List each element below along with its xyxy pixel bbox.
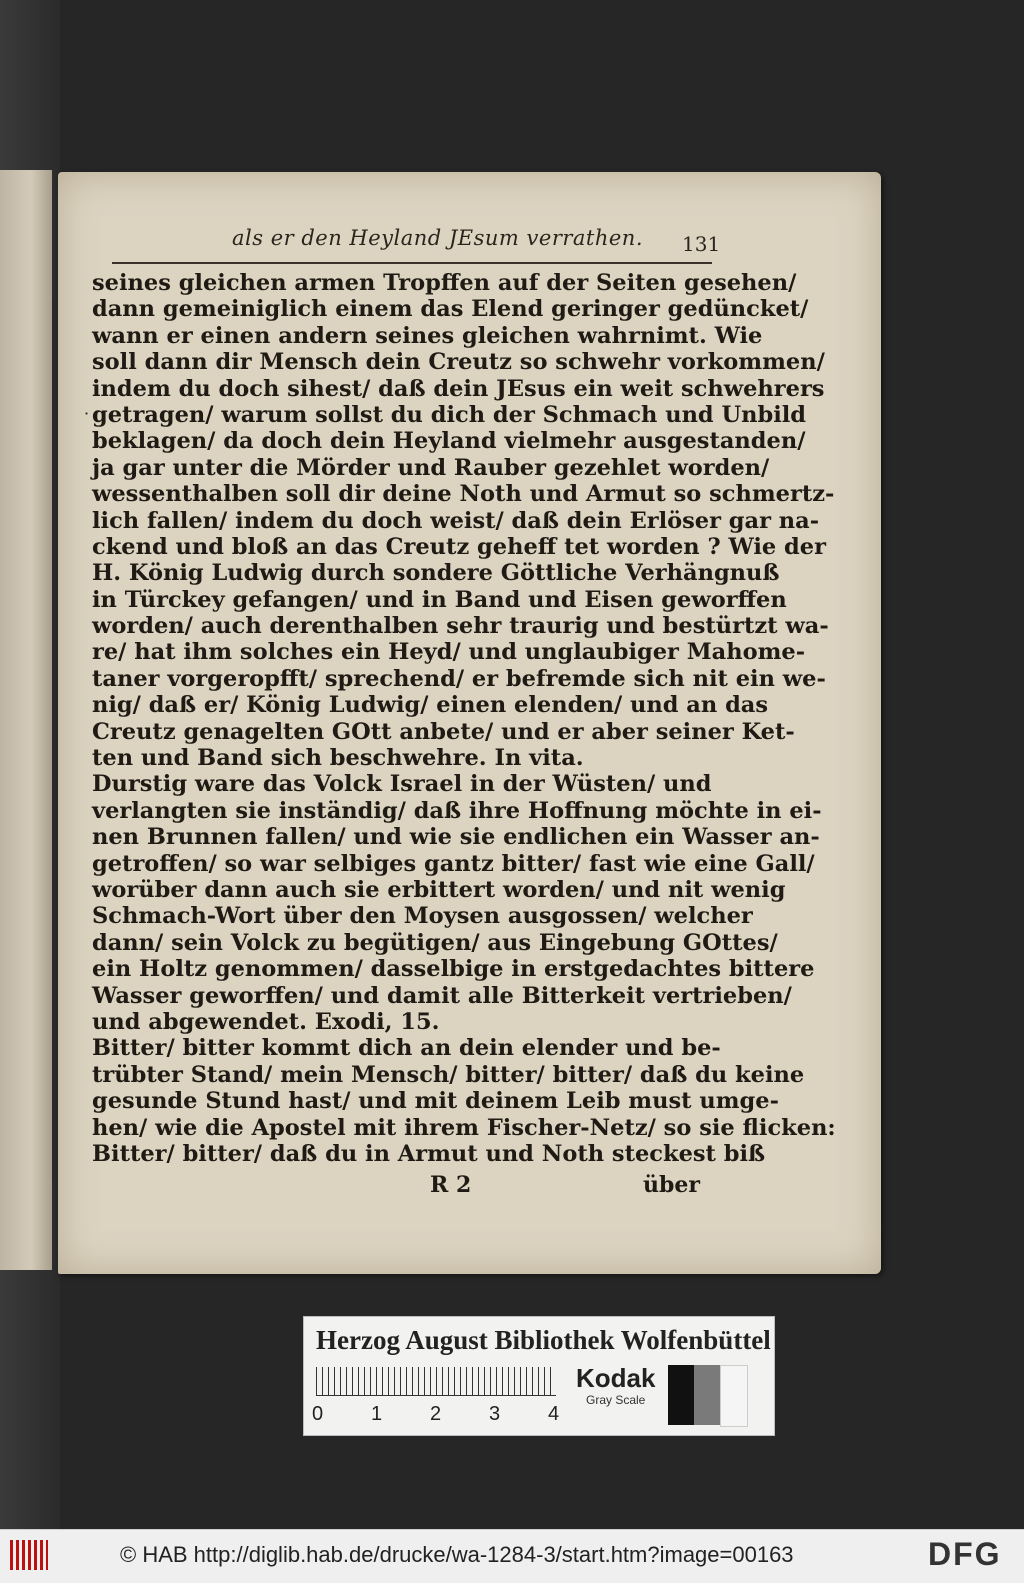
hab-logo-icon <box>10 1540 48 1570</box>
footer-credit: © HAB http://diglib.hab.de/drucke/wa-1284-3/start.htm?image=00163 <box>120 1542 794 1567</box>
body-text <box>92 270 836 1167</box>
kodak-logo: Kodak <box>576 1363 656 1393</box>
footer-bar <box>0 1529 1024 1583</box>
running-head: als er den Heyland JEsum verrathen. <box>232 226 644 250</box>
signature-line <box>430 1172 700 1198</box>
grayscale-label: Gray Scale <box>586 1393 646 1407</box>
ruler-number: 2 <box>430 1403 442 1425</box>
header-rule <box>112 262 712 264</box>
text-line: worüber dann auch sie erbittert worden/ und nit wenig <box>92 876 786 903</box>
text-line: taner vorgeropfft/ sprechend/ er befremde sich nit ein we- <box>92 665 826 692</box>
ruler-scale <box>316 1367 556 1396</box>
swatch-black <box>668 1365 694 1425</box>
text-line: gesunde Stund hast/ und mit deinem Leib must umge- <box>92 1088 779 1115</box>
text-line: hen/ wie die Apostel mit ihrem Fischer-Netz/ so sie flicken: <box>92 1114 836 1141</box>
text-line: indem du doch sihest/ daß dein JEsus ein weit schwehrers <box>92 375 825 402</box>
text-line: ja gar unter die Mörder und Rauber gezehlet worden/ <box>92 454 770 481</box>
ruler-number: 3 <box>489 1403 501 1425</box>
text-line: lich fallen/ indem du doch weist/ daß dein Erlöser gar na- <box>92 507 820 534</box>
library-name: Herzog August Bibliothek Wolfenbüttel <box>316 1325 771 1355</box>
library-color-card <box>303 1316 775 1436</box>
gutter-shadow <box>52 300 55 1180</box>
text-line: wessenthalben soll dir deine Noth und Armut so schmertz- <box>92 481 835 508</box>
text-line: nen Brunnen fallen/ und wie sie endlichen ein Wasser an- <box>92 824 820 851</box>
swatch-gray <box>694 1365 720 1425</box>
text-line: wann er einen andern seines gleichen wahrnimt. Wie <box>92 322 763 349</box>
ruler-number: 0 <box>312 1403 324 1425</box>
text-line: nig/ daß er/ König Ludwig/ einen elenden/ und an das <box>92 692 769 719</box>
text-line: und abgewendet. Exodi, 15. <box>92 1008 440 1035</box>
text-line: Bitter/ bitter/ daß du in Armut und Noth steckest biß <box>92 1140 766 1167</box>
text-line: getragen/ warum sollst du dich der Schmach und Unbild <box>92 401 807 428</box>
text-line: ein Holtz genommen/ dasselbige in erstgedachtes bittere <box>92 956 815 983</box>
ruler-number: 4 <box>548 1403 560 1425</box>
text-line: Durstig ware das Volck Israel in der Wüsten/ und <box>92 771 712 798</box>
text-line: dann gemeiniglich einem das Elend geringer gedüncket/ <box>92 296 809 323</box>
catchword: über <box>643 1172 700 1198</box>
text-line: H. König Ludwig durch sondere Göttliche Verhängnuß <box>92 560 780 587</box>
margin-mark: · <box>84 404 90 423</box>
text-line: trübter Stand/ mein Mensch/ bitter/ bitter/ daß du keine <box>92 1061 805 1088</box>
text-line: Schmach-Wort über den Moysen ausgossen/ welcher <box>92 903 753 930</box>
text-line: worden/ auch derenthalben sehr traurig und bestürtzt wa- <box>92 613 829 640</box>
text-line: beklagen/ da doch dein Heyland vielmehr ausgestanden/ <box>92 428 806 455</box>
swatch-white <box>720 1365 748 1427</box>
page-number: 131 <box>682 232 721 256</box>
text-line: Wasser geworffen/ und damit alle Bitterkeit vertrieben/ <box>92 982 792 1009</box>
text-line: soll dann dir Mensch dein Creutz so schwehr vorkommen/ <box>92 349 825 376</box>
text-line: in Türckey gefangen/ und in Band und Eisen geworffen <box>92 586 787 613</box>
text-line: Creutz genagelten GOtt anbete/ und er aber seiner Ket- <box>92 718 795 745</box>
text-line: verlangten sie inständig/ daß ihre Hoffnung möchte in ei- <box>92 797 822 824</box>
text-line: getroffen/ so war selbiges gantz bitter/ fast wie eine Gall/ <box>92 850 815 877</box>
signature-mark: R 2 <box>430 1172 472 1198</box>
text-line: seines gleichen armen Tropffen auf der Seiten gesehen/ <box>92 270 797 296</box>
text-line: ckend und bloß an das Creutz geheff tet worden ? Wie der <box>92 533 826 560</box>
text-line: re/ hat ihm solches ein Heyd/ und unglaubiger Mahome- <box>92 639 806 666</box>
text-line: dann/ sein Volck zu begütigen/ aus Eingebung GOttes/ <box>92 929 778 956</box>
text-line: Bitter/ bitter kommt dich an dein elender und be- <box>92 1035 721 1062</box>
text-line: ten und Band sich beschwehre. In vita. <box>92 745 584 772</box>
ruler-number: 1 <box>371 1403 383 1425</box>
previous-page-edge <box>0 170 52 1270</box>
dfg-logo: DFG <box>928 1536 1002 1572</box>
